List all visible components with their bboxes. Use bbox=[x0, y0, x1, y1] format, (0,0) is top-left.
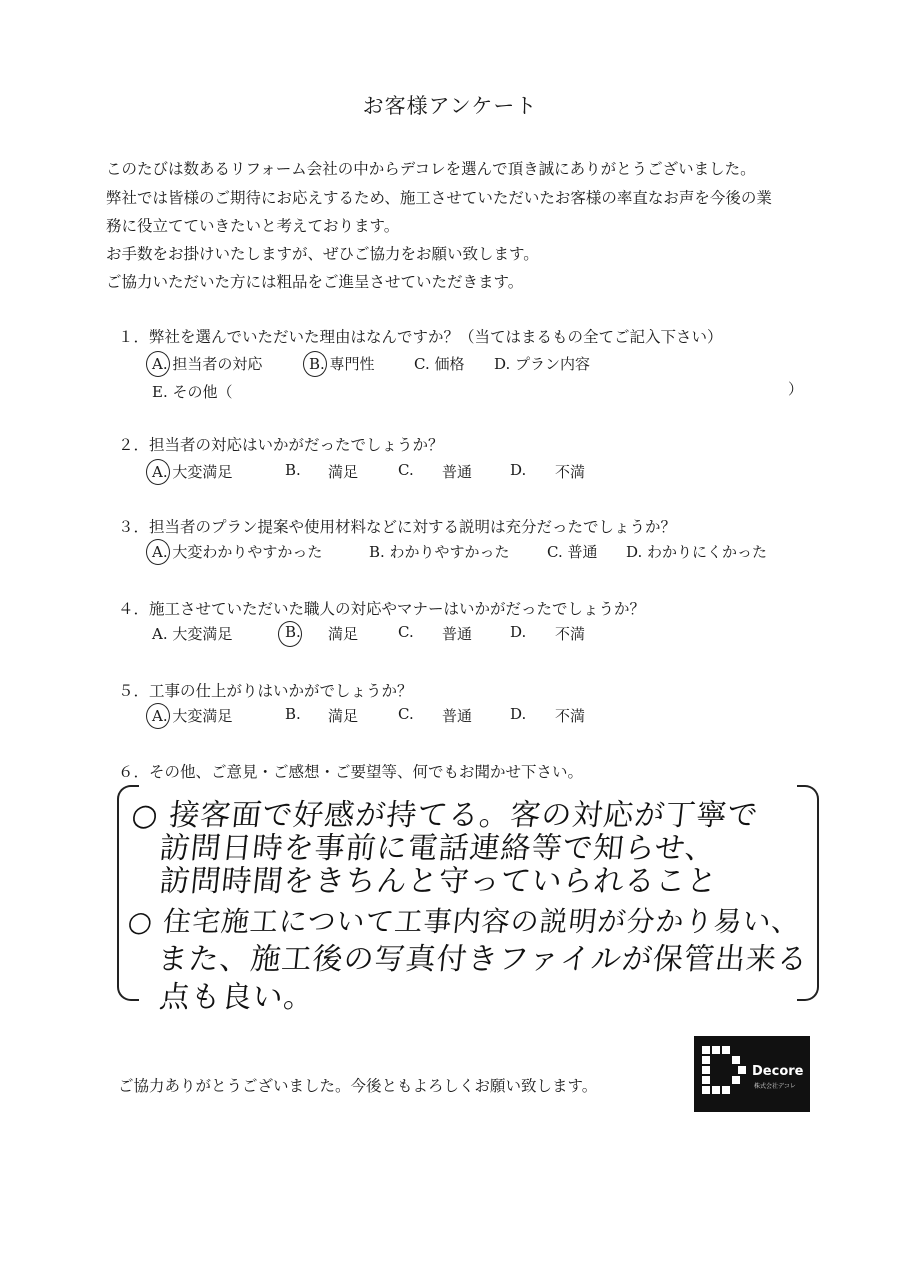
q2-option-b-label: 満足 bbox=[328, 463, 359, 481]
q2-option-c-label: 普通 bbox=[442, 463, 473, 481]
q2-option-a[interactable]: A. 大変満足 bbox=[152, 463, 233, 481]
handwritten-line-4: ○ 住宅施工について工事内容の説明が分かり易い、 bbox=[126, 905, 803, 938]
q1-option-a[interactable]: A. 担当者の対応 bbox=[152, 355, 263, 373]
decore-logo bbox=[694, 1036, 810, 1112]
q2-option-d-letter[interactable]: D. bbox=[510, 461, 527, 479]
intro-line-4: お手数をお掛けいたしますが、ぜひご協力をお願い致します。 bbox=[106, 245, 539, 263]
q3-option-d[interactable]: D. わかりにくかった bbox=[626, 543, 768, 561]
survey-title: お客様アンケート bbox=[362, 94, 538, 118]
intro-line-2: 弊社では皆様のご期待にお応えするため、施工させていただいたお客様の率直なお声を今後の業 bbox=[106, 189, 772, 207]
handwritten-line-5: また、施工後の写真付きファイルが保管出来る bbox=[155, 942, 810, 977]
q4-option-d-label: 不満 bbox=[555, 625, 586, 643]
question-1: １．弊社を選んでいただいた理由はなんですか？（当てはまるもの全てご記入下さい） bbox=[118, 328, 723, 346]
handwritten-line-1: ○ 接客面で好感が持てる。客の対応が丁寧で bbox=[129, 798, 761, 833]
q5-option-c-label: 普通 bbox=[442, 707, 473, 725]
decore-logo-mark-icon bbox=[696, 1036, 756, 1112]
handwritten-line-6: 点も良い。 bbox=[157, 980, 317, 1015]
question-5: ５．工事の仕上がりはいかがでしょうか？ bbox=[118, 682, 413, 700]
handwritten-line-2: 訪問日時を事前に電話連絡等で知らせ、 bbox=[157, 831, 718, 866]
q1-option-c[interactable]: C. 価格 bbox=[414, 355, 465, 373]
intro-line-5: ご協力いただいた方には粗品をご進呈させていただきます。 bbox=[106, 273, 524, 291]
q1-option-d[interactable]: D. プラン内容 bbox=[494, 355, 591, 373]
q4-option-c-letter[interactable]: C. bbox=[398, 623, 414, 641]
question-6: ６．その他、ご意見・ご感想・ご要望等、何でもお聞かせ下さい。 bbox=[118, 763, 584, 781]
logo-subtitle: 株式会社デコレ bbox=[754, 1083, 796, 1090]
q2-option-c-letter[interactable]: C. bbox=[398, 461, 414, 479]
question-4: ４．施工させていただいた職人の対応やマナーはいかがだったでしょうか？ bbox=[118, 600, 646, 618]
q5-option-d-letter[interactable]: D. bbox=[510, 705, 527, 723]
logo-word: Decore bbox=[752, 1064, 804, 1079]
q3-option-c[interactable]: C. 普通 bbox=[547, 543, 598, 561]
q3-option-a[interactable]: A. 大変わかりやすかった bbox=[152, 543, 323, 561]
q1-option-b[interactable]: B. 専門性 bbox=[309, 355, 375, 373]
question-2: ２．担当者の対応はいかがだったでしょうか？ bbox=[118, 436, 444, 454]
handwritten-line-3: 訪問時間をきちんと守っていられること bbox=[157, 864, 720, 899]
q5-option-c-letter[interactable]: C. bbox=[398, 705, 414, 723]
q4-option-b-letter[interactable]: B. bbox=[285, 623, 301, 641]
q3-option-b[interactable]: B. わかりやすかった bbox=[369, 543, 510, 561]
q2-option-b-letter[interactable]: B. bbox=[285, 461, 301, 479]
question-3: ３．担当者のプラン提案や使用材料などに対する説明は充分だったでしょうか？ bbox=[118, 518, 677, 536]
q4-option-a[interactable]: A. 大変満足 bbox=[152, 625, 233, 643]
q5-option-b-letter[interactable]: B. bbox=[285, 705, 301, 723]
closing-text: ご協力ありがとうございました。今後ともよろしくお願い致します。 bbox=[118, 1077, 598, 1095]
q1-option-e[interactable]: E. その他（ bbox=[152, 383, 233, 401]
q1-option-e-close: ） bbox=[788, 380, 804, 398]
q4-option-b-label: 満足 bbox=[328, 625, 359, 643]
q5-option-b-label: 満足 bbox=[328, 707, 359, 725]
q5-option-a[interactable]: A. 大変満足 bbox=[152, 707, 233, 725]
q2-option-d-label: 不満 bbox=[555, 463, 586, 481]
q5-option-d-label: 不満 bbox=[555, 707, 586, 725]
intro-line-1: このたびは数あるリフォーム会社の中からデコレを選んで頂き誠にありがとうございました。 bbox=[106, 160, 756, 178]
q4-option-d-letter[interactable]: D. bbox=[510, 623, 527, 641]
q4-option-c-label: 普通 bbox=[442, 625, 473, 643]
intro-line-3: 務に役立てていきたいと考えております。 bbox=[106, 217, 400, 235]
